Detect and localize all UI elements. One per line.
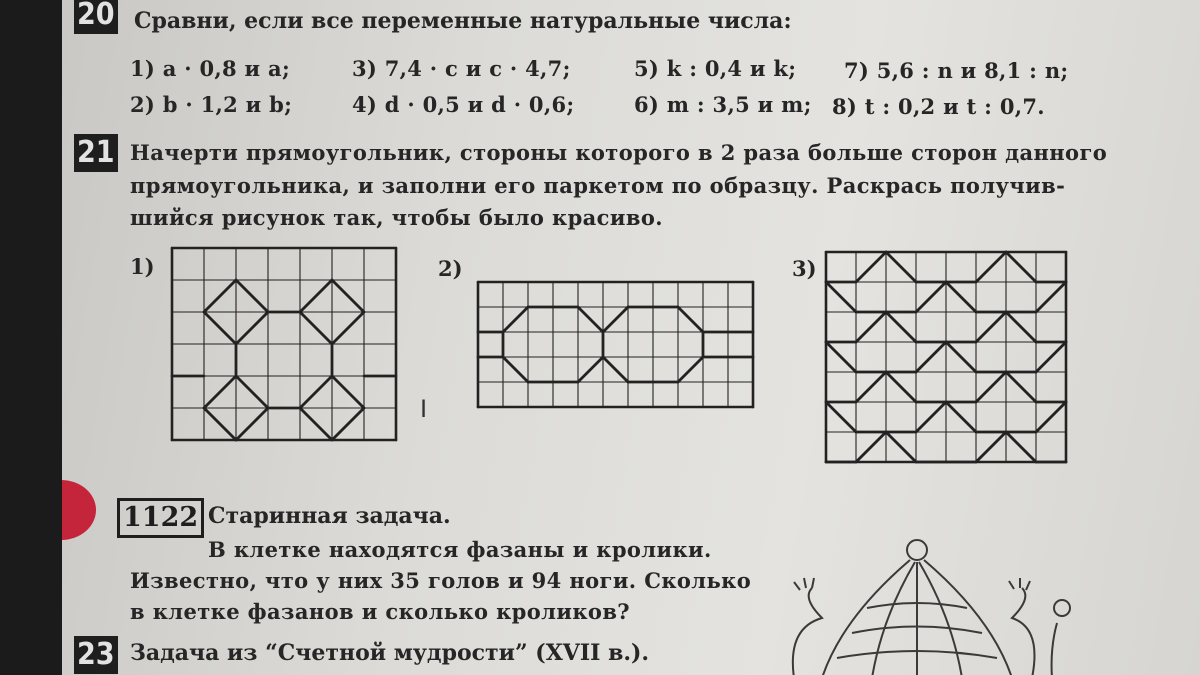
pattern-line: [204, 312, 236, 344]
figure-1-label: 1): [130, 254, 155, 279]
pattern-line: [1036, 342, 1066, 372]
pattern-line: [856, 432, 886, 462]
pattern-line: [204, 408, 236, 440]
pattern-line: [578, 307, 603, 332]
pattern-line: [856, 372, 886, 402]
pattern-line: [856, 252, 886, 282]
pattern-line: [678, 307, 703, 332]
pattern-line: [1006, 312, 1036, 342]
figure-3-label: 3): [792, 256, 817, 281]
task-20-item: 6) m : 3,5 и m;: [634, 92, 812, 117]
pattern-line: [300, 408, 332, 440]
task-20-item: 4) d · 0,5 и d · 0,6;: [352, 92, 575, 117]
parquet-figure-2: [478, 282, 757, 411]
task-20-item: 2) b · 1,2 и b;: [130, 92, 293, 117]
section-marker-icon: [62, 480, 96, 540]
pattern-line: [916, 282, 946, 312]
pattern-line: [503, 307, 528, 332]
pattern-line: [603, 357, 628, 382]
pattern-line: [1006, 372, 1036, 402]
task-21-number: 21: [74, 134, 118, 172]
task-20-item: 8) t : 0,2 и t : 0,7.: [832, 94, 1045, 119]
pattern-line: [236, 312, 268, 344]
pattern-line: [204, 280, 236, 312]
pattern-line: [300, 312, 332, 344]
task-1122-line: в клетке фазанов и сколько кроликов?: [130, 599, 631, 624]
pattern-line: [678, 357, 703, 382]
pattern-line: [976, 372, 1006, 402]
task-21-line: Начерти прямоугольник, стороны которого в 2 раза больше сторон данного: [130, 140, 1108, 165]
pattern-line: [236, 280, 268, 312]
pattern-line: [856, 312, 886, 342]
textbook-page: [62, 0, 1200, 675]
task-23-number: 23: [74, 636, 118, 674]
pattern-line: [826, 342, 856, 372]
pattern-line: [204, 376, 236, 408]
task-20-prompt: Сравни, если все переменные натуральные числа:: [134, 8, 792, 34]
task-20-item: 7) 5,6 : n и 8,1 : n;: [844, 58, 1069, 83]
pattern-line: [826, 282, 856, 312]
figure-2-label: 2): [438, 256, 463, 281]
pattern-line: [826, 402, 856, 432]
pattern-line: [1006, 432, 1036, 462]
pattern-line: [332, 280, 364, 312]
task-20-item: 1) a · 0,8 и a;: [130, 56, 290, 81]
task-21-line: прямоугольника, и заполни его паркетом по образцу. Раскрась получив-: [130, 173, 1066, 198]
pattern-line: [886, 432, 916, 462]
parquet-figure-1: [172, 248, 400, 444]
pattern-line: [886, 372, 916, 402]
pattern-line: [946, 282, 976, 312]
pattern-line: [916, 402, 946, 432]
task-21-line: шийся рисунок так, чтобы было красиво.: [130, 205, 663, 230]
pattern-line: [332, 408, 364, 440]
pattern-line: [886, 252, 916, 282]
task-20-item: 5) k : 0,4 и k;: [634, 56, 797, 81]
pattern-line: [946, 342, 976, 372]
pattern-line: [578, 357, 603, 382]
pattern-line: [236, 408, 268, 440]
task-20-item: 3) 7,4 · c и c · 4,7;: [352, 56, 571, 81]
text-cursor-icon: I: [420, 395, 428, 423]
pattern-line: [946, 402, 976, 432]
pattern-line: [332, 376, 364, 408]
pattern-line: [1006, 252, 1036, 282]
pattern-line: [300, 280, 332, 312]
pattern-line: [916, 342, 946, 372]
task-20-number: 20: [74, 0, 118, 34]
pattern-line: [1036, 402, 1066, 432]
task-1122-line: Известно, что у них 35 голов и 94 ноги. Сколько: [130, 568, 752, 593]
task-1122-heading: Старинная задача.: [208, 503, 451, 529]
pattern-line: [603, 307, 628, 332]
task-1122-line: В клетке находятся фазаны и кролики.: [208, 537, 712, 562]
pattern-line: [976, 312, 1006, 342]
pattern-line: [886, 312, 916, 342]
task-23-text: Задача из “Счетной мудрости” (XVII в.).: [130, 640, 650, 666]
task-1122-number: 1122: [117, 498, 204, 538]
pattern-line: [976, 432, 1006, 462]
pattern-line: [503, 357, 528, 382]
pattern-line: [1036, 282, 1066, 312]
parquet-figure-3: [826, 252, 1070, 466]
pattern-line: [236, 376, 268, 408]
cage-illustration: [782, 528, 1082, 675]
pattern-line: [976, 252, 1006, 282]
pattern-line: [300, 376, 332, 408]
pattern-line: [332, 312, 364, 344]
